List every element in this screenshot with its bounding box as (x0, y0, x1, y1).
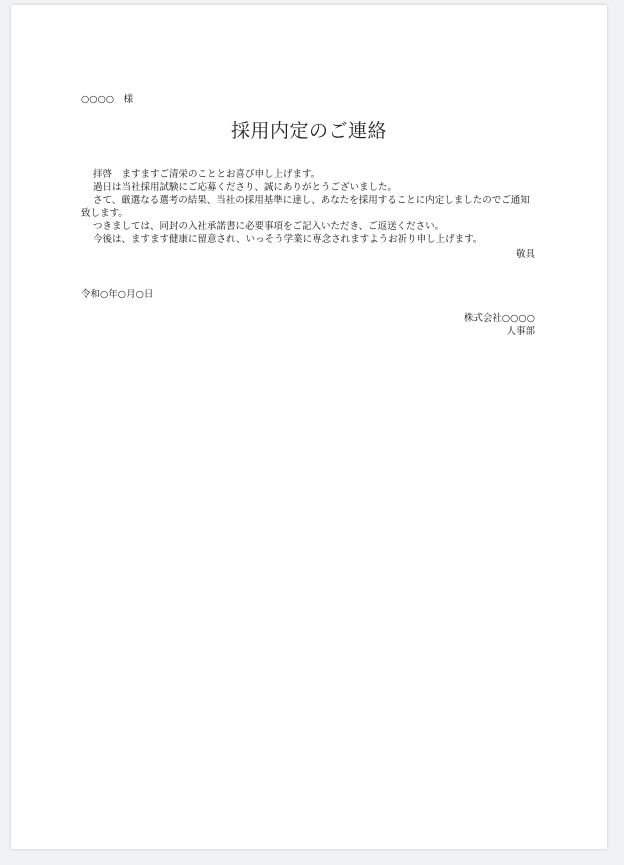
sender-block (464, 312, 535, 338)
closing-phrase: 敬具 (515, 249, 535, 260)
body-paragraph: さて、厳選なる選考の結果、当社の採用基準に達し、あなたを採用することに内定しましたのでご通知致します。 (81, 195, 530, 219)
body-paragraph: 拝啓 ますますご清栄のこととお喜び申し上げます。 (93, 169, 321, 180)
recipient-name: ○○○○ 様 (81, 94, 134, 105)
body-paragraph: つきましては、同封の入社承諾書に必要事項をご記入いただき、ご返送ください。 (93, 221, 445, 232)
letter-body (81, 168, 536, 246)
document-title: 採用内定のご連絡 (230, 120, 387, 142)
body-paragraph: 今後は、ますます健康に留意され、いっそう学業に専念されますようお祈り申し上げます。 (93, 234, 483, 245)
letter-date: 令和○年○月○日 (81, 289, 154, 300)
company-name: 株式会社○○○○ (463, 313, 535, 324)
document-page (11, 5, 607, 849)
body-paragraph: 過日は当社採用試験にご応募くださり、誠にありがとうございました。 (93, 182, 398, 193)
department-name: 人事部 (506, 326, 535, 337)
